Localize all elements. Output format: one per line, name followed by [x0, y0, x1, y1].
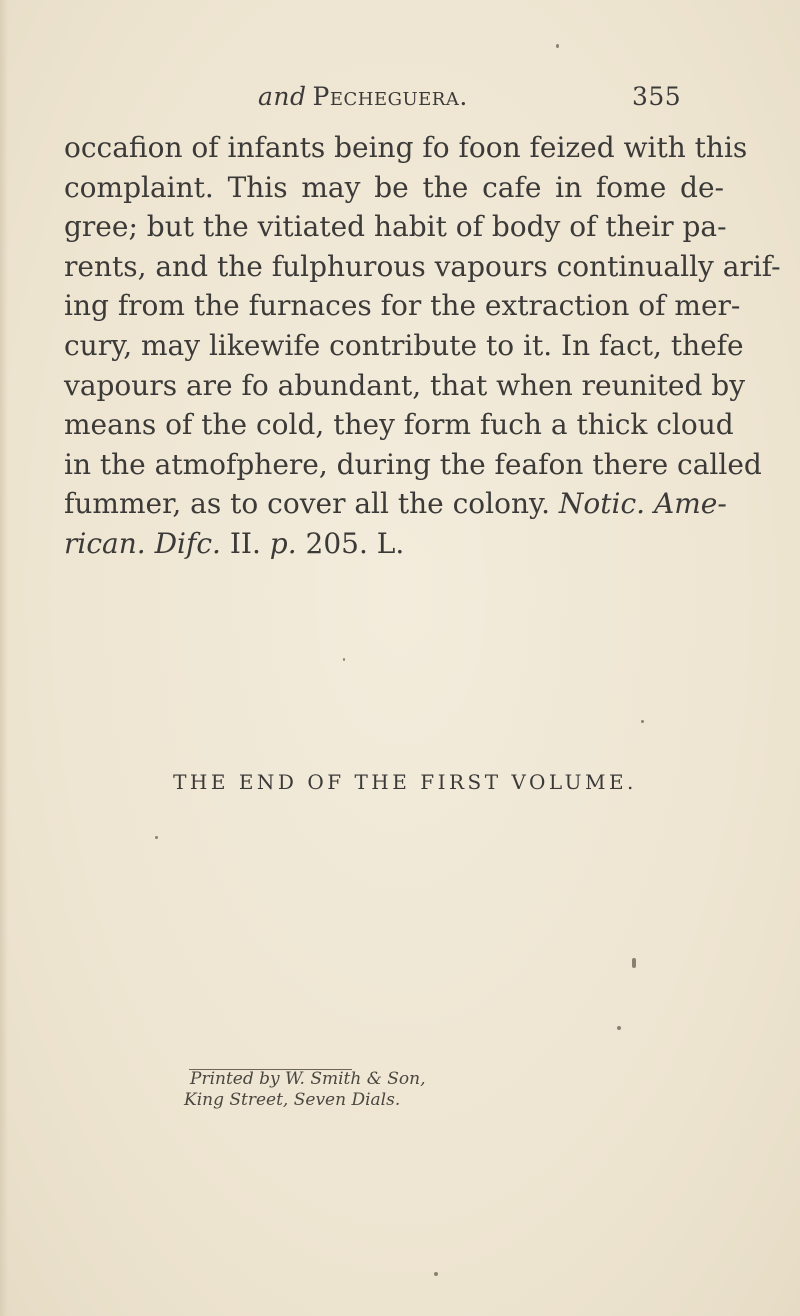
paper-speck	[617, 1026, 621, 1030]
citation-page: 205.	[305, 526, 368, 560]
citation-author: L.	[376, 526, 405, 560]
text-line: ing from the furnaces for the extraction of mer-	[64, 289, 741, 323]
text-line: gree; but the vitiated habit of body of their pa-	[64, 210, 727, 244]
text-line-with-citation	[64, 484, 727, 524]
printer-imprint	[184, 1069, 426, 1111]
citation-volume: II.	[229, 526, 261, 560]
text-line: rents, and the fulphurous vapours continually arif-	[64, 249, 781, 283]
text-line: in the atmofphere, during the feafon there called	[64, 447, 762, 481]
text-line: vapours are fo abundant, that when reunited by	[64, 368, 746, 402]
running-title	[258, 82, 468, 111]
text-line: cury, may likewife contribute to it. In fact, thefe	[64, 328, 744, 362]
text-line: complaint. This may be the cafe in fome de-	[64, 170, 724, 204]
page-number: 355	[632, 82, 682, 111]
paper-speck	[556, 44, 559, 48]
text-segment: fummer, as to cover all the colony.	[64, 487, 551, 521]
paper-speck	[343, 658, 345, 661]
running-title-italic: and	[258, 82, 307, 111]
imprint-line: Printed by W. Smith & Son,	[190, 1069, 426, 1089]
citation-page-label: p.	[269, 526, 297, 560]
paper-speck	[155, 836, 158, 839]
imprint-line: King Street, Seven Dials.	[184, 1090, 401, 1110]
citation-line	[64, 524, 724, 564]
paper-speck	[641, 720, 644, 723]
citation-source: rican.	[64, 526, 146, 560]
paper-speck	[434, 1272, 438, 1276]
text-line: occafion of infants being fo foon feized with this	[64, 131, 748, 164]
citation-source: Notic.	[558, 487, 646, 521]
paper-speck	[632, 958, 636, 968]
citation-source: Ame-	[653, 487, 727, 521]
binding-edge	[0, 0, 8, 1316]
end-of-volume-note: THE END OF THE FIRST VOLUME.	[173, 770, 637, 794]
citation-source: Difc.	[154, 526, 221, 560]
body-paragraph	[64, 128, 781, 564]
text-line: means of the cold, they form fuch a thick cloud	[64, 408, 734, 442]
running-title-main: Pecheguera.	[312, 82, 468, 111]
running-head	[0, 82, 800, 122]
